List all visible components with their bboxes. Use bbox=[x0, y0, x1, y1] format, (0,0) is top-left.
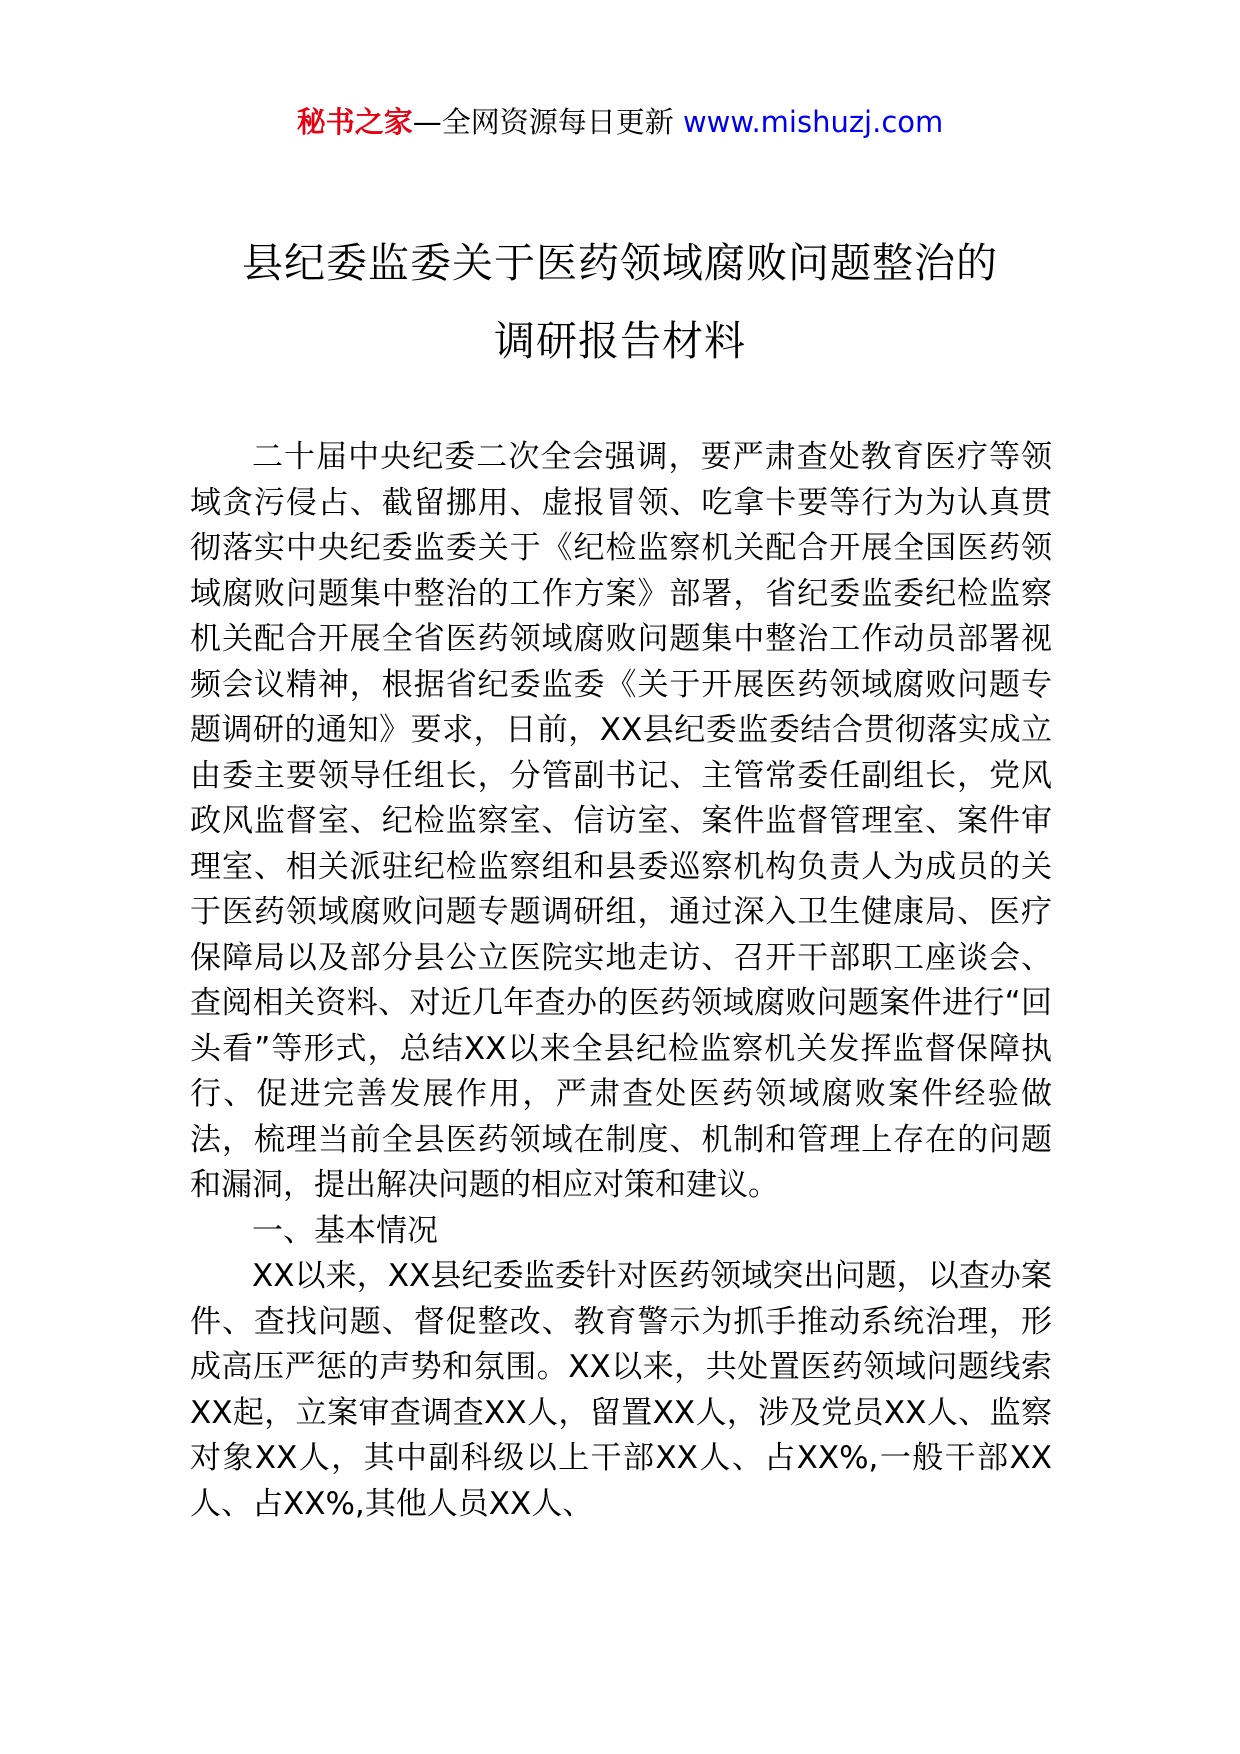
document-body bbox=[190, 435, 1052, 1527]
site-header bbox=[0, 100, 1240, 144]
paragraph-intro: 二十届中央纪委二次全会强调，要严肃查处教育医疗等领域贪污侵占、截留挪用、虚报冒领、吃拿卡要等行为为认真贯彻落实中央纪委监委关于《纪检监察机关配合开展全国医药领域腐败问题集中整治的工作方案》部署，省纪委监委纪检监察机关配合开展全省医药领域腐败问题集中整治工作动员部署视频会议精神，根据省纪委监委《关于开展医药领域腐败问题专题调研的通知》要求，日前，XX县纪委监委结合贯彻落实成立由委主要领导任组长，分管副书记、主管常委任副组长，党风政风监督室、纪检监察室、信访室、案件监督管理室、案件审理室、相关派驻纪检监察组和县委巡察机构负责人为成员的关于医药领域腐败问题专题调研组，通过深入卫生健康局、医疗保障局以及部分县公立医院实地走访、召开干部职工座谈会、查阅相关资料、对近几年查办的医药领域腐败问题案件进行“回头看”等形式，总结XX以来全县纪检监察机关发挥监督保障执行、促进完善发展作用，严肃查处医药领域腐败案件经验做法，梳理当前全县医药领域在制度、机制和管理上存在的问题和漏洞，提出解决问题的相应对策和建议。 bbox=[190, 439, 1052, 1203]
section-heading-basic-situation: 一、基本情况 bbox=[252, 1212, 438, 1249]
title-line-1: 县纪委监委关于医药领域腐败问题整治的 bbox=[242, 239, 998, 287]
title-line-2: 调研报告材料 bbox=[494, 317, 746, 365]
site-url-link[interactable]: www.mishuzj.com bbox=[682, 105, 944, 139]
brand-name: 秘书之家 bbox=[296, 105, 413, 139]
paragraph-basic-situation: XX以来，XX县纪委监委针对医药领域突出问题，以查办案件、查找问题、督促整改、教育警示为抓手推动系统治理，形成高压严惩的声势和氛围。XX以来，共处置医药领域问题线索XX起，立案审查调查XX人，留置XX人，涉及党员XX人、监察对象XX人，其中副科级以上干部XX人、占XX%,一般干部XX人、占XX%,其他人员XX人、 bbox=[190, 1258, 1052, 1522]
header-slogan: —全网资源每日更新 bbox=[412, 105, 674, 139]
document-title bbox=[60, 224, 1180, 380]
